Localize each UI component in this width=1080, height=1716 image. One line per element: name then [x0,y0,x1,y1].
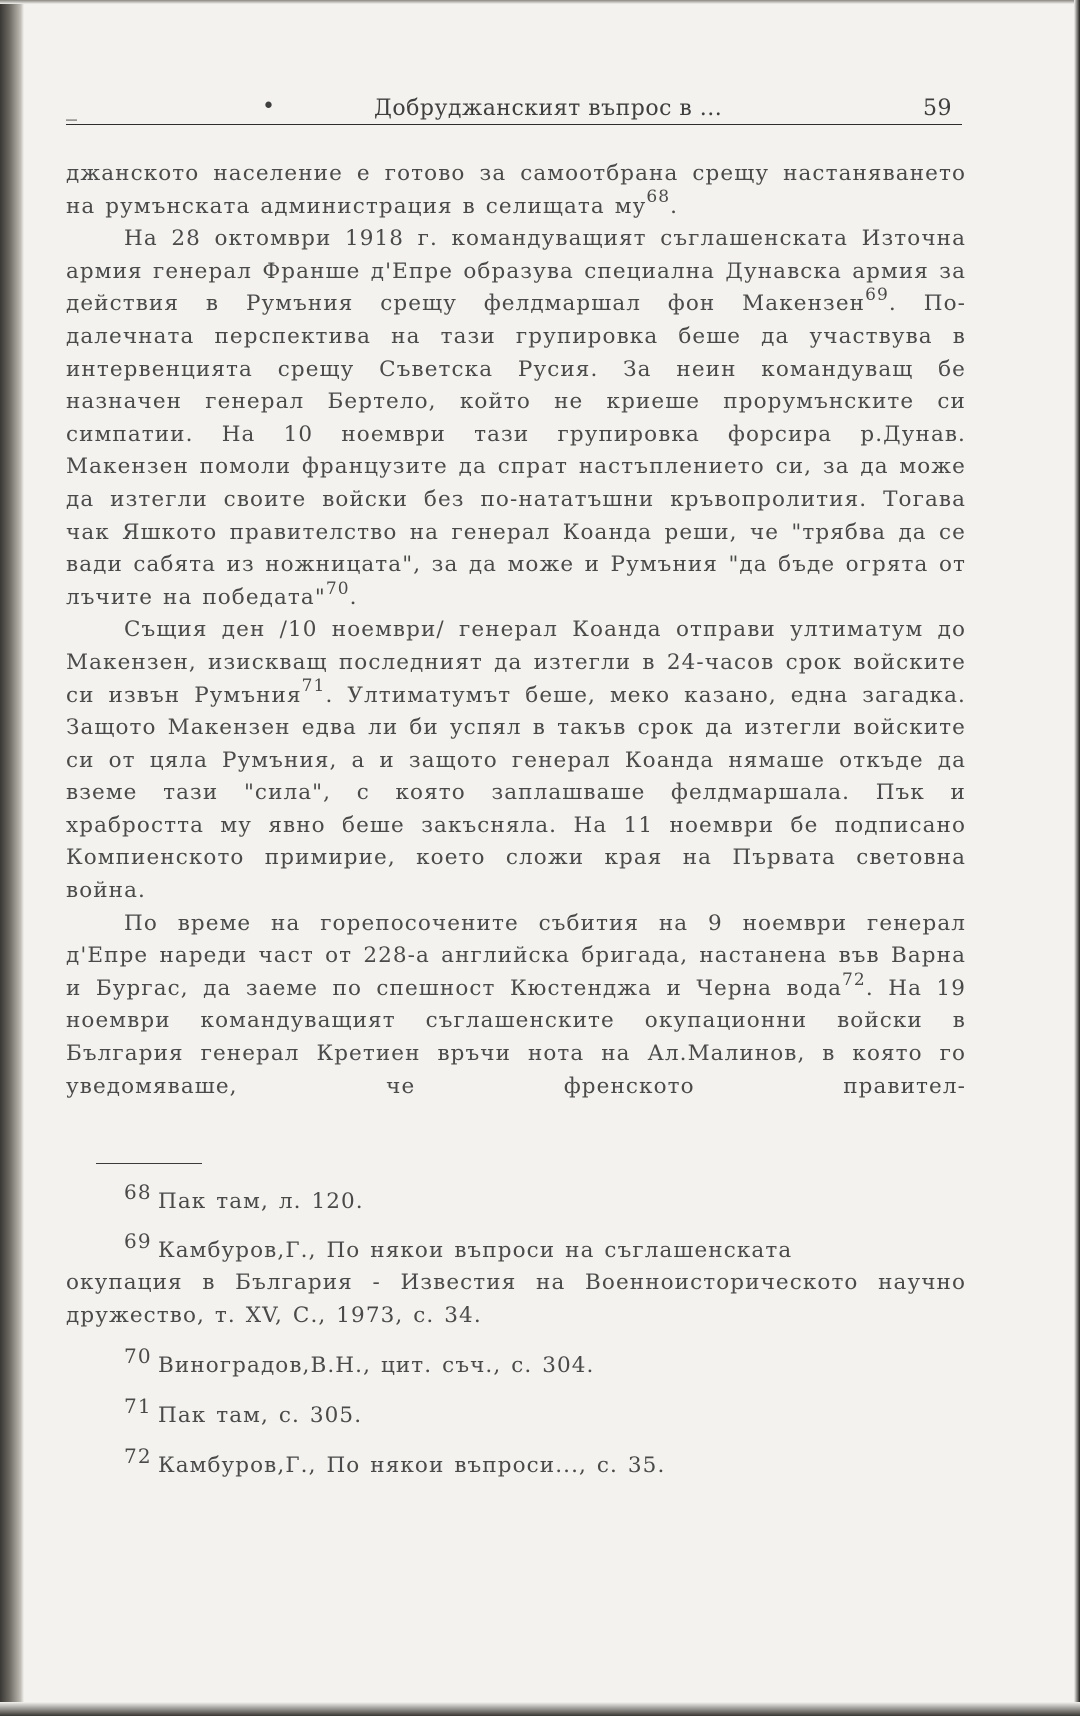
text-run: . Ултиматумът беше, меко казано, една загадка. Защото Макензен едва ли би успял в такъв срок да изтегли войските си от цяла Румъния, а и защото генерал Коанда нямаше откъде да вземе тази "сила", с която заплашваше фелдмаршала. Пък и храбростта му явно беше закъсняла. На 11 ноември бе подписано Компиенското примирие, което сложи края на Първата световна война. [66,682,966,904]
body-text [66,158,966,1103]
paragraph-4 [66,908,966,1104]
paragraph-1 [66,158,966,223]
footnote-ref-69: 69 [865,285,889,306]
paragraph-2 [66,223,966,614]
text-run: . [349,584,358,610]
text-run: По време на горепосочените събития на 9 ноември генерал д'Епре нареди част от 228-а английска бригада, настанена във Варна и Бургас, да заеме по спешност Кюстенджа и Черна вода [66,910,966,1001]
text-run: . На 19 ноември командуващият съглашенските окупационни войски в България генерал Кретиен връчи нота на Ал.Малинов, в която го уведомяваше, че френското правител- [66,975,966,1099]
running-title: Добруджанският въпрос в ... [374,96,723,121]
footnote-text: Виноградов,В.Н., цит. съч., с. 304. [158,1353,595,1379]
footnote-70 [66,1344,966,1383]
footnote-text: Камбуров,Г., По някои въпроси на съглашенската [158,1237,793,1263]
book-binding-shadow [0,0,24,1716]
paragraph-3 [66,614,966,907]
footnote-ref-68: 68 [646,187,671,208]
footnote-71 [66,1393,966,1433]
text-run: . По-далечната перспектива на тази групировка беше да участвува в интервенцията срещу Съветска Русия. За неин командуващ бе назначен генерал Бертело, който не криеше прорумънските си симпатии. На 10 ноември тази групировка форсира р.Дунав. Макензен помоли французите да спрат настъплението си, за да може да изтегли своите войски без по-нататъшни кръвопролития. Тогава чак Яшкото правителство на генерал Коанда реши, че "трябва да се вади сабята из ножницата", за да може и Румъния "да бъде огрята от лъчите на победата" [66,291,966,610]
header-dot: • [262,94,276,119]
footnote-text: Камбуров,Г., По някои въпроси..., с. 35. [158,1452,666,1478]
footnote-text: Пак там, л. 120. [158,1189,364,1214]
text-run: На 28 октомври 1918 г. командуващият съглашенската Източна армия генерал Франше д'Епре образува специална Дунавска армия за действия в Румъния срещу фелдмаршал фон Макензен [66,226,966,317]
footnote-69 [66,1228,966,1333]
footnote-number: 71 [124,1393,152,1418]
page-top-edge [0,0,1080,4]
page-right-edge [1074,0,1080,1716]
footnote-ref-71: 71 [301,676,326,697]
text-run: Същия ден /10 ноември/ генерал Коанда отправи ултиматум до Макензен, изискващ последният да изтегли в 24-часов срок войските си извън Румъния [66,617,966,708]
footnote-number: 70 [124,1344,152,1369]
footnote-ref-70: 70 [325,578,350,599]
text-run: джанското население е готово за самоотбрана срещу настаняването на румънската администрация в селищата му [66,161,966,219]
footnote-text: Пак там, с. 305. [158,1402,363,1428]
footnote-text-continued: окупация в България - Известия на Военноисторическото научно дружество, т. XV, С., 1973, с. 34. [66,1270,966,1328]
page-number: 59 [923,96,952,121]
page-bottom-edge [0,1702,1080,1716]
footnote-68 [66,1180,966,1219]
footnote-ref-72: 72 [842,969,866,990]
footnote-number: 69 [124,1228,152,1253]
text-run: . [670,193,679,219]
footnotes [66,1172,966,1482]
footnote-number: 68 [124,1180,152,1204]
footnote-number: 72 [124,1443,152,1468]
footnote-72 [66,1443,966,1483]
header-dash: _ [66,96,78,121]
footnote-separator [96,1163,202,1164]
running-header [66,96,962,125]
